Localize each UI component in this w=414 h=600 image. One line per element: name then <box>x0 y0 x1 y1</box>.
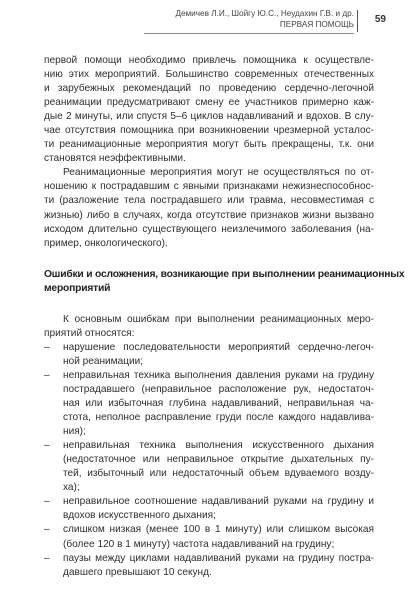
page-body <box>44 54 405 580</box>
dash-bullet: – <box>44 552 50 564</box>
text-line: реанимации предусматривают смену ее участников примерно каж- <box>44 97 374 109</box>
text-line: ния); <box>63 426 86 438</box>
header-authors: Демичев Л.И., Шойгу Ю.С., Неудахин Г.В. и др. <box>175 9 354 18</box>
header-book-title: ПЕРВАЯ ПОМОЩЬ <box>279 19 354 29</box>
text-line: дые 2 минуты, или спустя 5–6 циклов надавливаний и вдохов. В слу- <box>44 111 374 123</box>
dash-bullet: – <box>44 524 50 536</box>
dash-bullet: – <box>44 440 50 452</box>
list-item <box>44 439 374 495</box>
text-line: первой помощи необходимо привлечь помощника к осуществле- <box>44 55 374 66</box>
text-line: паузы между циклами надавливаний руками на грудину постра- <box>63 552 374 564</box>
dash-bullet: – <box>44 341 50 353</box>
error-list <box>44 341 374 580</box>
text-line: (более 120 в 1 минуту) частота надавливаний на грудину; <box>63 538 335 550</box>
heading-line: Ошибки и осложнения, возникающие при выполнении реанимационных <box>44 268 405 280</box>
dash-bullet: – <box>44 369 50 381</box>
running-header <box>86 9 386 39</box>
text-line: неправильная техника выполнения давления руками на грудину <box>63 369 374 381</box>
text-line: чае отсутствия помощника при возникновении чрезмерной усталос- <box>44 125 374 137</box>
text-line: неправильная техника выполнения искусственного дыхания <box>63 440 374 452</box>
text-line: давшего превышают 10 секунд. <box>63 566 212 578</box>
list-item <box>44 341 374 369</box>
header-bottom-rule <box>144 33 354 34</box>
paragraph-2 <box>44 166 374 250</box>
text-line: нию этих мероприятий. Большинство современных отечественных <box>44 69 374 81</box>
text-line: неправильное соотношение надавливаний руками на грудину и <box>63 496 374 508</box>
list-item <box>44 369 374 439</box>
text-line: Реанимационные мероприятия могут не осуществляться по от- <box>63 167 374 179</box>
list-item <box>44 495 374 523</box>
list-item <box>44 523 374 551</box>
text-line: ха); <box>63 482 80 494</box>
paragraph-1 <box>44 54 374 166</box>
text-line: приятий относятся: <box>44 327 135 339</box>
text-line: ти (разложение тела пострадавшего или травма, несовместимая с <box>44 195 374 207</box>
section-spacer <box>44 296 374 313</box>
text-line: ной реанимации; <box>63 355 144 367</box>
text-line: (недостаточное или неправильное открытие дыхательных пу- <box>63 454 374 466</box>
list-item <box>44 552 374 580</box>
text-line: тей, избыточный или недостаточный объем вдуваемого возду- <box>63 468 374 480</box>
text-line: слишком низкая (менее 100 в 1 минуту) или слишком высокая <box>63 524 374 536</box>
text-line: исходом длительно существующего неизлечимого заболевания (на- <box>44 223 374 235</box>
section-spacer <box>44 251 374 268</box>
text-line: пострадавшего (неправильное расположение рук, недостаточ- <box>63 383 374 395</box>
text-line: жизнью) либо в случаях, когда отсутствие признаков жизни вызвано <box>44 209 374 221</box>
text-line: ти реанимационные мероприятия могут быть прекращены, т.к. они <box>44 139 374 151</box>
text-line: ная или избыточная глубина надавливаний, неправильная ча- <box>63 398 374 410</box>
header-text <box>175 9 354 30</box>
heading-line: мероприятий <box>44 282 111 294</box>
dash-bullet: – <box>44 496 50 508</box>
text-line: пример, онкологического). <box>44 237 168 249</box>
text-line: становятся неэффективными. <box>44 153 186 165</box>
text-line: стота, неполное расправление груди после каждого надавлива- <box>63 412 374 424</box>
text-line: вдохов искусственного дыхания; <box>63 510 216 522</box>
text-line: К основным ошибкам при выполнении реанимационных меро- <box>63 313 374 325</box>
header-vertical-rule <box>357 10 358 32</box>
page-number: 59 <box>374 14 386 25</box>
text-line: нарушение последовательности мероприятий сердечно-легоч- <box>63 341 374 353</box>
intro-paragraph <box>44 313 374 341</box>
text-line: ношению к пострадавшим с явными признаками нежизнеспособнос- <box>44 181 374 193</box>
section-heading <box>44 268 405 296</box>
text-line: и зарубежных рекомендаций по проведению сердечно-легочной <box>44 83 374 95</box>
